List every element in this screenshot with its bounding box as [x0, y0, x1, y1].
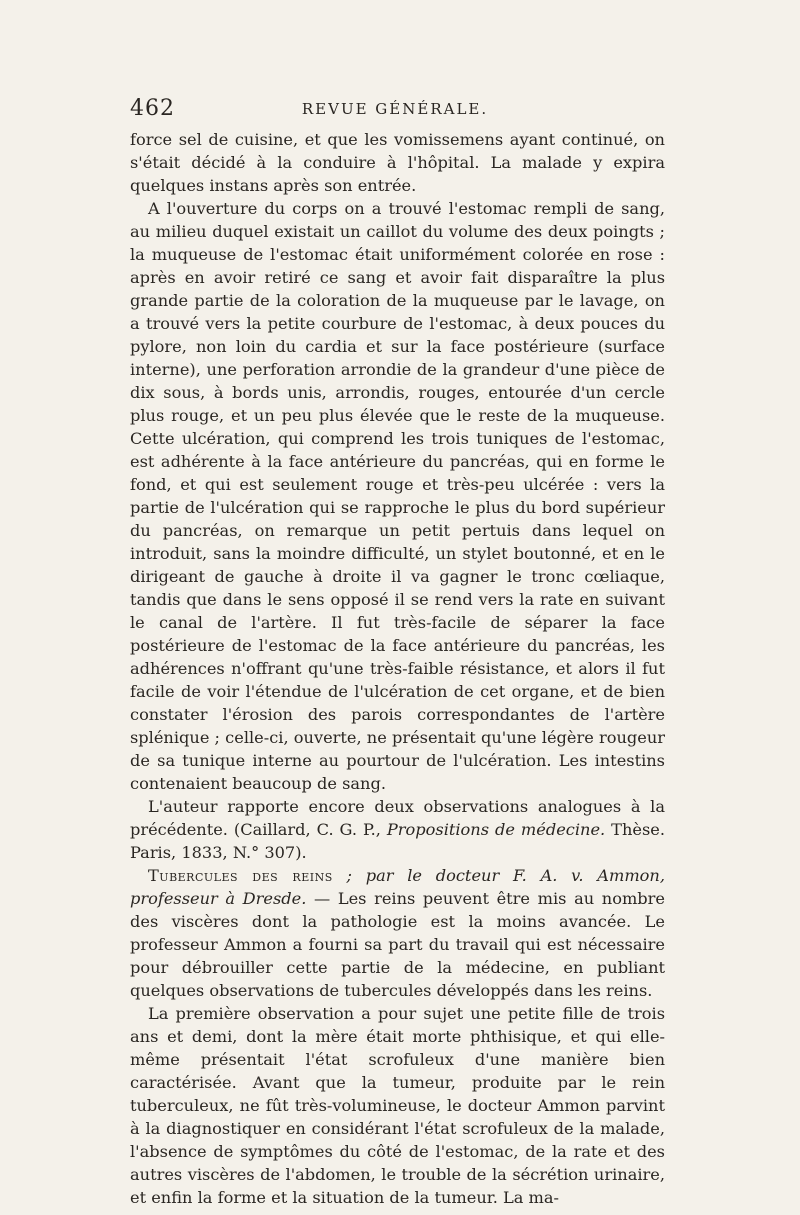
paragraph-3-text-a: L'auteur rapporte encore deux observations analogues à la précédente. (Caillard, C. G. P., — [130, 797, 665, 839]
paragraph-4 — [130, 864, 665, 1002]
page-header — [130, 96, 660, 126]
paragraph-1: force sel de cuisine, et que les vomissemens ayant continué, on s'était décidé à la conduire à l'hôpital. La malade y expira quelques instans après son entrée. — [130, 130, 665, 195]
paragraph-2: A l'ouverture du corps on a trouvé l'estomac rempli de sang, au milieu duquel existait un caillot du volume des deux poingts ; la muqueuse de l'estomac était uniformément colorée en rose : après en avoir retiré ce sang et avoir fait disparaître la plus grande partie de la coloration de la muqueuse par le lavage, on a trouvé vers la petite courbure de l'estomac, à deux pouces du pylore, non loin du cardia et sur la face postérieure (surface interne), une perforation arrondie de la grandeur d'une pièce de dix sous, à bords unis, arrondis, rouges, entourée d'un cercle plus rouge, et un peu plus élevée que le reste de la muqueuse. Cette ulcération, qui comprend les trois tuniques de l'estomac, est adhérente à la face antérieure du pancréas, qui en forme le fond, et qui est seulement rouge et très-peu ulcérée : vers la partie de l'ulcération qui se rapproche le plus du bord supérieur du pancréas, on remarque un petit pertuis dans lequel on introduit, sans la moindre difficulté, un stylet boutonné, et en le dirigeant de gauche à droite il va gagner le tronc cœliaque, tandis que dans le sens opposé il se rend vers la rate en suivant le canal de l'artère. Il fut très-facile de séparer la face postérieure de l'estomac de la face antérieure du pancréas, les adhérences n'offrant qu'une très-faible résistance, et alors il fut facile de voir l'étendue de l'ulcération de cet organe, et de bien constater l'érosion des parois correspondantes de l'artère splénique ; celle-ci, ouverte, ne présentait qu'une légère rougeur de sa tunique interne au pourtour de l'ulcération. Les intestins contenaient beaucoup de sang. — [130, 199, 665, 793]
section-author: ; par le docteur F. A. v. Ammon, professeur à Dresde. — [130, 866, 665, 908]
section-heading: Tubercules des reins — [148, 866, 333, 885]
paragraph-5: La première observation a pour sujet une petite fille de trois ans et demi, dont la mère était morte phthisique, et qui elle-même présentait l'état scrofuleux d'une manière bien caractérisée. Avant que la tumeur, produite par le rein tuberculeux, ne fût très-volumineuse, le docteur Ammon parvint à la diagnostiquer en considérant l'état scrofuleux de la malade, l'absence de symptômes du côté de l'estomac, de la rate et des autres viscères de l'abdomen, le trouble de la sécrétion urinaire, et enfin la forme et la situation de la tumeur. La ma- — [130, 1004, 665, 1207]
page-number: 462 — [130, 96, 175, 121]
body-text — [130, 128, 665, 1209]
paragraph-4-text: — Les reins peuvent être mis au nombre des viscères dont la pathologie est la moins avancée. Le professeur Ammon a fourni sa part du travail qui est nécessaire pour débrouiller cette partie de la médecine, en publiant quelques observations de tubercules développés dans les reins. — [130, 889, 665, 1000]
paragraph-3-title: Propositions de médecine. — [386, 820, 606, 839]
paragraph-3 — [130, 795, 665, 864]
paragraph-3-text-b: Thèse. Paris, 1833, N.° 307). — [130, 820, 665, 862]
running-title: REVUE GÉNÉRALE. — [301, 100, 489, 118]
